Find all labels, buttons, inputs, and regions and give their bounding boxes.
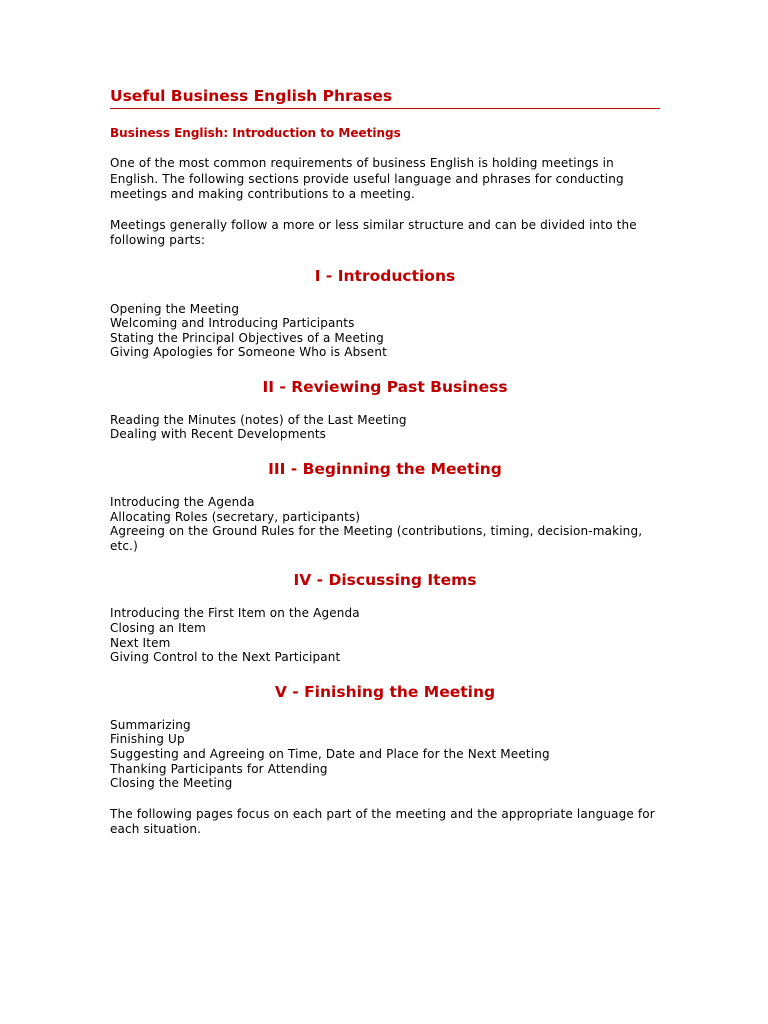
intro-paragraph: One of the most common requirements of business English is holding meetings in English. The following sections provide useful language and phrases for conducting meetings and making contributions to a meeting. — [110, 156, 624, 201]
section-heading: II - Reviewing Past Business — [262, 377, 508, 396]
list-item: Stating the Principal Objectives of a Meeting — [110, 330, 384, 345]
list-item: Next Item — [110, 635, 171, 650]
list-item: Introducing the First Item on the Agenda — [110, 606, 360, 621]
list-item: Finishing Up — [110, 732, 185, 747]
list-item: Introducing the Agenda — [110, 495, 255, 510]
list-item: Thanking Participants for Attending — [110, 761, 328, 776]
intro-paragraph: Meetings generally follow a more or less similar structure and can be divided into the following parts: — [110, 217, 637, 247]
meeting-section-introductions — [110, 266, 660, 360]
document-page — [110, 86, 660, 838]
list-item: Suggesting and Agreeing on Time, Date and Place for the Next Meeting — [110, 747, 550, 761]
list-item: Giving Apologies for Someone Who is Absent — [110, 345, 387, 360]
list-item: Allocating Roles (secretary, participants) — [110, 509, 361, 524]
list-item: Opening the Meeting — [110, 301, 240, 316]
list-item: Dealing with Recent Developments — [110, 427, 327, 442]
list-item: Summarizing — [110, 717, 191, 732]
closing-paragraph: The following pages focus on each part of the meeting and the appropriate language for each situation. — [110, 806, 655, 837]
list-item: Giving Control to the Next Participant — [110, 650, 341, 665]
meeting-section-finishing-the-meeting — [110, 682, 660, 791]
document-subtitle: Business English: Introduction to Meetings — [110, 126, 401, 140]
list-item: Closing the Meeting — [110, 776, 233, 791]
list-item: Closing an Item — [110, 621, 207, 636]
section-item-list — [110, 606, 660, 664]
meeting-section-discussing-items — [110, 570, 660, 664]
section-item-list — [110, 495, 660, 553]
section-item-list — [110, 718, 660, 791]
list-item: Welcoming and Introducing Participants — [110, 316, 355, 331]
meeting-section-reviewing-past-business — [110, 377, 660, 442]
section-heading: IV - Discussing Items — [293, 571, 477, 590]
meeting-section-beginning-the-meeting — [110, 459, 660, 553]
document-title: Useful Business English Phrases — [110, 86, 660, 109]
list-item: Agreeing on the Ground Rules for the Meeting (contributions, timing, decision-making, etc.) — [110, 524, 643, 553]
section-heading: V - Finishing the Meeting — [274, 682, 496, 701]
section-heading: I - Introductions — [314, 266, 456, 285]
list-item: Reading the Minutes (notes) of the Last Meeting — [110, 412, 407, 427]
section-item-list — [110, 302, 660, 360]
section-heading: III - Beginning the Meeting — [268, 460, 502, 479]
section-item-list — [110, 413, 660, 442]
